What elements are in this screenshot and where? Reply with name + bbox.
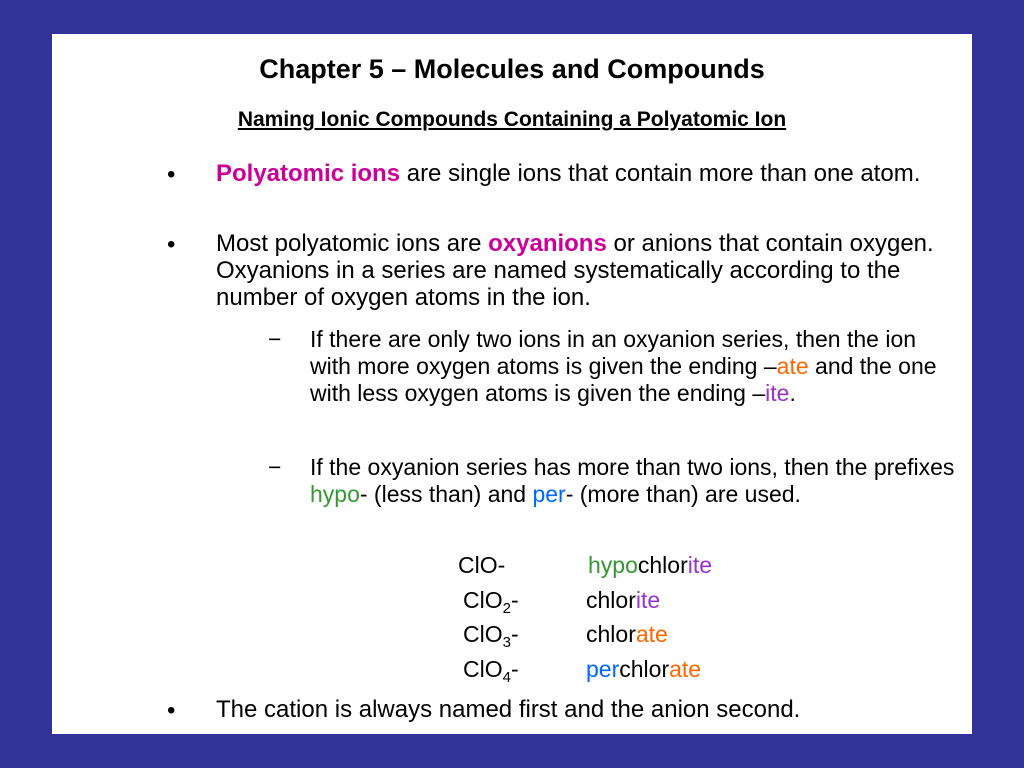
subbullet-1-text-a: If there are only two ions in an oxyanion series, then the ion with more oxygen atoms is given the ending – — [310, 326, 917, 379]
slide-title: Chapter 5 – Molecules and Compounds — [259, 54, 765, 84]
prefix-hypo: hypo — [310, 481, 360, 507]
example-formula-1: ClO- — [458, 552, 506, 578]
subbullet-2 — [310, 454, 960, 508]
example-name-2: chlorite — [586, 587, 661, 613]
example-formula-2: ClO$_2$- — [463, 587, 519, 617]
dash-marker: − — [268, 326, 282, 352]
slide — [52, 34, 972, 734]
bullet-1 — [216, 160, 956, 187]
dash-marker: − — [268, 454, 282, 480]
bullet-marker: • — [167, 231, 176, 258]
term-oxyanions: oxyanions — [488, 230, 607, 257]
bullet-marker: • — [167, 697, 176, 724]
bullet-marker: • — [167, 161, 176, 188]
example-name-3: chlorate — [586, 621, 668, 647]
bullet-2-text-pre: Most polyatomic ions are — [216, 230, 489, 257]
bullet-2 — [216, 230, 964, 311]
example-name-1: hypochlorite — [588, 552, 713, 578]
bullet-2-text: or anions that contain oxygen. Oxyanions in a series are named systematically according to the number of oxygen atoms in the ion. — [216, 230, 934, 311]
subbullet-2-text-a: If the oxyanion series has more than two ions, then the prefixes — [310, 454, 955, 480]
prefix-per: per — [532, 481, 566, 507]
bullet-1-text: are single ions that contain more than one atom. — [400, 160, 921, 187]
example-formula-3: ClO$_3$- — [463, 621, 519, 651]
bullet-3: The cation is always named first and the anion second. — [216, 696, 801, 723]
subbullet-1-text-c: . — [789, 380, 796, 406]
example-formula-4: ClO$_4$- — [463, 656, 519, 686]
subbullet-2-text-c: - (more than) are used. — [565, 481, 801, 507]
suffix-ite: ite — [765, 380, 790, 406]
term-polyatomic-ions: Polyatomic ions — [216, 160, 401, 187]
subbullet-2-text-b: - (less than) and — [359, 481, 533, 507]
subbullet-1-text-b: and the one with less oxygen atoms is given the ending – — [310, 353, 937, 406]
slide-subtitle: Naming Ionic Compounds Containing a Polyatomic Ion — [237, 108, 787, 131]
suffix-ate: ate — [776, 353, 809, 379]
subbullet-1 — [310, 326, 960, 407]
example-name-4: perchlorate — [586, 656, 702, 682]
